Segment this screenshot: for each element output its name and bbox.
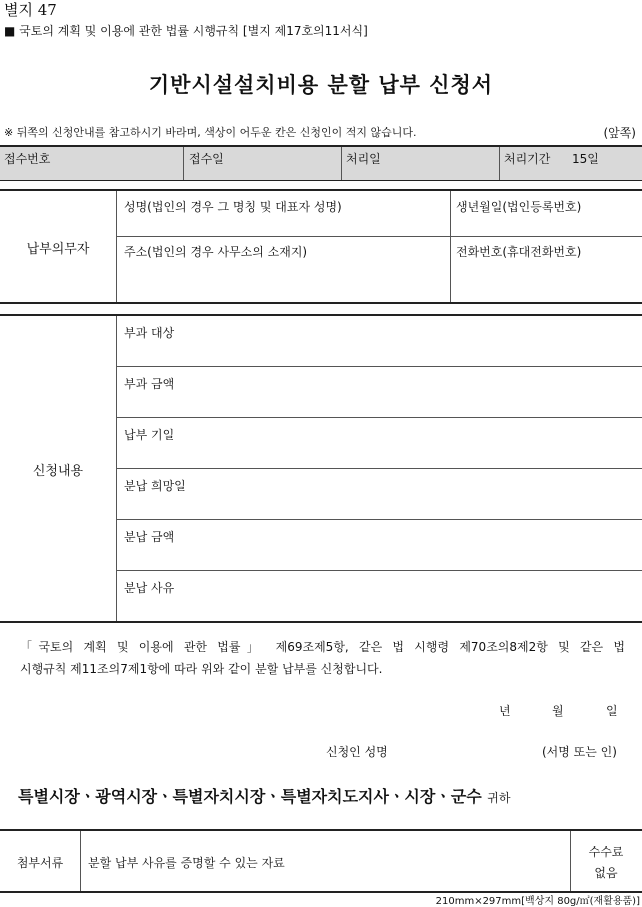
recipient-suffix: 귀하 bbox=[487, 791, 511, 805]
divider bbox=[0, 621, 642, 623]
recipient-title bbox=[18, 784, 510, 807]
divider bbox=[0, 302, 642, 304]
fee-value: 없음 bbox=[594, 866, 618, 880]
regulation-reference: ■ 국토의 계획 및 이용에 관한 법률 시행규칙 [별지 제17호의11서식] bbox=[4, 24, 368, 38]
statement-line-2: 시행규칙 제11조의7제1항에 따라 위와 같이 분할 납부를 신청합니다. bbox=[20, 662, 383, 676]
form-number: 별지 47 bbox=[4, 1, 57, 19]
instruction-note: ※ 뒤쪽의 신청안내를 참고하시기 바라며, 색상이 어두운 칸은 신청인이 적지 않습니다. bbox=[4, 126, 417, 139]
payer-name-field[interactable]: 성명(법인의 경우 그 명칭 및 대표자 성명) bbox=[124, 200, 342, 214]
divider bbox=[0, 829, 642, 831]
divider bbox=[570, 831, 571, 892]
divider bbox=[116, 519, 642, 520]
applicant-name-label: 신청인 성명 bbox=[326, 745, 388, 759]
divider bbox=[116, 468, 642, 469]
divider bbox=[450, 191, 451, 303]
installment-amount-field[interactable]: 분납 금액 bbox=[124, 530, 175, 544]
divider bbox=[341, 147, 342, 180]
receipt-number-label: 접수번호 bbox=[4, 152, 51, 166]
document-title: 기반시설설치비용 분할 납부 신청서 bbox=[148, 73, 494, 97]
fee-label: 수수료 bbox=[588, 845, 624, 859]
attachment-content: 분할 납부 사유를 증명할 수 있는 자료 bbox=[88, 856, 285, 870]
payer-birth-field[interactable]: 생년월일(법인등록번호) bbox=[456, 200, 582, 214]
due-date-field[interactable]: 납부 기일 bbox=[124, 428, 175, 442]
payer-section-label: 납부의무자 bbox=[26, 242, 90, 257]
statement-line-1: 「국토의 계획 및 이용에 관한 법률」 제69조제5항, 같은 법 시행령 제70조의8제2항 및 같은 법 bbox=[20, 640, 625, 654]
date-day: 일 bbox=[606, 704, 618, 718]
divider bbox=[116, 191, 117, 303]
divider bbox=[499, 147, 500, 180]
installment-date-field[interactable]: 분납 희망일 bbox=[124, 479, 186, 493]
divider bbox=[116, 417, 642, 418]
divider bbox=[116, 316, 117, 622]
divider bbox=[0, 180, 642, 181]
page-side-label: (앞쪽) bbox=[603, 126, 636, 140]
signature-label: (서명 또는 인) bbox=[542, 745, 617, 759]
divider bbox=[116, 570, 642, 571]
process-period-value: 15일 bbox=[572, 152, 599, 166]
charge-target-field[interactable]: 부과 대상 bbox=[124, 326, 175, 340]
request-section-label: 신청내용 bbox=[32, 464, 84, 479]
payer-phone-field[interactable]: 전화번호(휴대전화번호) bbox=[456, 245, 582, 259]
divider bbox=[0, 314, 642, 316]
installment-reason-field[interactable]: 분납 사유 bbox=[124, 581, 175, 595]
attachment-label: 첨부서류 bbox=[16, 856, 64, 870]
date-month: 월 bbox=[552, 704, 564, 718]
charge-amount-field[interactable]: 부과 금액 bbox=[124, 377, 175, 391]
process-period-label: 처리기간 bbox=[504, 152, 551, 166]
paper-spec-footer: 210mm×297mm[백상지 80g/㎡(재활용품)] bbox=[435, 896, 640, 907]
divider bbox=[0, 189, 642, 191]
date-year: 년 bbox=[499, 704, 511, 718]
divider bbox=[183, 147, 184, 180]
divider bbox=[116, 236, 642, 237]
recipient-name: 특별시장ㆍ광역시장ㆍ특별자치시장ㆍ특별자치도지사ㆍ시장ㆍ군수 bbox=[18, 787, 482, 806]
process-date-label: 처리일 bbox=[346, 152, 381, 166]
divider bbox=[116, 366, 642, 367]
receipt-date-label: 접수일 bbox=[189, 152, 224, 166]
divider bbox=[80, 831, 81, 892]
payer-address-field[interactable]: 주소(법인의 경우 사무소의 소재지) bbox=[124, 245, 308, 259]
